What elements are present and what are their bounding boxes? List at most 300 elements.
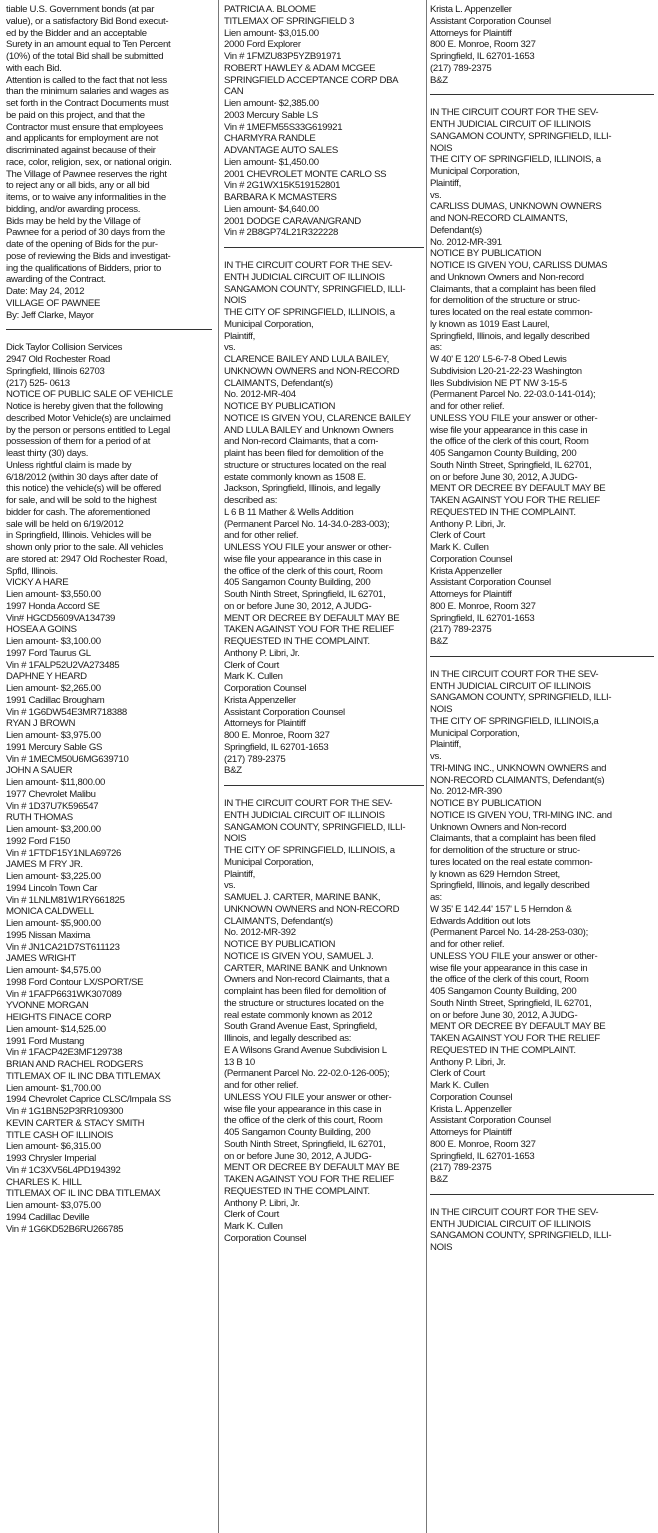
notice-line: 1995 Nissan Maxima: [6, 929, 91, 941]
notice-line: NOIS: [224, 295, 247, 307]
notice-line: Plaintiff,: [224, 868, 255, 880]
notice-line: Edwards Addition out lots: [430, 915, 531, 927]
notice-line: tiable U.S. Government bonds (at par: [6, 4, 155, 15]
notice-line: 1993 Chrysler Imperial: [6, 1153, 96, 1164]
notice-line: TITLE CASH OF ILLINOIS: [6, 1129, 113, 1141]
notice-line: CLARENCE BAILEY AND LULA BAILEY,: [224, 354, 389, 365]
notice-line: B&Z: [430, 1174, 448, 1185]
notice-line: Lien amount- $1,450.00: [224, 156, 319, 168]
notice-line: NON-RECORD CLAIMANTS, Defendant(s): [430, 774, 605, 786]
notice-line: NOTICE BY PUBLICATION: [430, 798, 542, 809]
notice-line: W 40' E 120' L5-6-7-8 Obed Lewis: [430, 354, 567, 365]
notice-separator: [430, 656, 654, 657]
notice-line: JAMES M FRY JR.: [6, 859, 83, 871]
notice-line: 2003 Mercury Sable LS: [224, 109, 318, 121]
notice-line: on or before June 30, 2012, A JUDG-: [430, 471, 578, 483]
notice-line: Assistant Corporation Counsel: [430, 1115, 551, 1127]
notice-line: 800 E. Monroe, Room 327: [430, 600, 536, 612]
notice-line: Iles Subdivision NE PT NW 3-15-5: [430, 377, 567, 389]
notice-line: Claimants, that a complaint has been filed: [430, 833, 596, 845]
notice-line: Vin # 1LNLM81W1RY661825: [6, 894, 125, 906]
notice-line: Vin # 1G6DW54E3MR718388: [6, 706, 127, 718]
notice-line: UNLESS YOU FILE your answer or other-: [430, 412, 598, 424]
notice-line: Mark K. Cullen: [224, 1221, 283, 1232]
notice-line: CAN: [224, 86, 244, 98]
notice-line: Springfield, Illinois, and legally described: [430, 880, 590, 892]
notice-line: 405 Sangamon County Building, 200: [224, 577, 371, 589]
notice-line: SPRINGFIELD ACCEPTANCE CORP DBA: [224, 74, 399, 86]
notice-line: Jackson, Springfield, Illinois, and legally: [224, 483, 381, 495]
notice-line: NOTICE BY PUBLICATION: [224, 939, 336, 950]
notice-line: Attorneys for Plaintiff: [224, 718, 306, 730]
notice-line: (217) 789-2375: [430, 62, 492, 74]
notice-line: as:: [430, 892, 442, 903]
notice-line: Municipal Corporation,: [430, 166, 520, 177]
notice-line: the office of the clerk of this court, Room: [224, 1115, 383, 1127]
notice-line: shown only prior to the sale. All vehicles: [6, 542, 163, 553]
notice-line: THE CITY OF SPRINGFIELD, ILLINOIS, a: [224, 845, 395, 856]
notice-line: TAKEN AGAINST YOU FOR THE RELIEF: [430, 1033, 600, 1044]
notice-line: Vin # 2B8GP74L21R322228: [224, 227, 339, 239]
notice-line: 13 B 10: [224, 1056, 255, 1068]
notice-line: to reject any or all bids, any or all bid: [6, 180, 150, 192]
notice-line: South Grand Avenue East, Springfield,: [224, 1021, 377, 1033]
notice-line: bidding, and/or awarding process.: [6, 203, 141, 215]
notice-line: Assistant Corporation Counsel: [430, 15, 551, 27]
notice-line: NOIS: [224, 833, 247, 845]
notice-line: (Permanent Parcel No. 22-02.0-126-005);: [224, 1068, 390, 1080]
notice-line: SANGAMON COUNTY, SPRINGFIELD, ILLI-: [224, 821, 406, 833]
notice-line: described Motor Vehicle(s) are unclaimed: [6, 412, 171, 424]
notice-line: 1997 Ford Taurus GL: [6, 647, 91, 659]
notice-line: L 6 B 11 Mather & Wells Addition: [224, 506, 354, 518]
notice-line: RUTH THOMAS: [6, 812, 73, 824]
notice-line: plaint has been filed for demolition of the: [224, 448, 384, 459]
notice-line: NOIS: [430, 704, 453, 715]
notice-line: Lien amount- $4,575.00: [6, 965, 101, 976]
notice-line: NOTICE IS GIVEN YOU, CARLISS DUMAS: [430, 260, 608, 271]
notice-line: REQUESTED IN THE COMPLAINT.: [430, 1044, 576, 1056]
column-3: [430, 4, 654, 1254]
notice-line: for demolition of the structure or struc-: [430, 845, 580, 856]
notice-line: E A Wilsons Grand Avenue Subdivision L: [224, 1044, 387, 1056]
notice-line: Krista Appenzeller: [430, 565, 502, 577]
notice-line: Vin # JN1CA21D7ST611123: [6, 941, 120, 953]
notice-line: Vin # 1MEFM55S33G619921: [224, 121, 343, 133]
notice-line: South Ninth Street, Springfield, IL 62701,: [430, 997, 592, 1009]
notice-line: 1994 Cadillac Deville: [6, 1211, 90, 1223]
notice-line: pose of reviewing the Bids and investigat-: [6, 250, 171, 262]
notice-line: DAPHNE Y HEARD: [6, 671, 87, 683]
notice-line: ENTH JUDICIAL CIRCUIT OF ILLINOIS: [430, 119, 591, 130]
notice-line: Springfield, IL 62701-1653: [430, 1150, 535, 1162]
notice-line: Attention is called to the fact that not less: [6, 74, 167, 86]
notice-line: (217) 525- 0613: [6, 377, 70, 389]
notice-line: for sale, and will be sold to the highest: [6, 495, 157, 506]
notice-line: ENTH JUDICIAL CIRCUIT OF ILLINOIS: [224, 809, 385, 821]
notice-line: Lien amount- $3,100.00: [6, 636, 101, 647]
notice-line: IN THE CIRCUIT COURT FOR THE SEV-: [430, 107, 599, 119]
notice-line: Clerk of Court: [224, 659, 279, 671]
notice-line: Subdivision L20-21-22-23 Washington: [430, 365, 582, 377]
notice-line: Vin# HGCD5609VA134739: [6, 612, 116, 624]
notice-line: on or before June 30, 2012, A JUDG-: [430, 1009, 578, 1021]
notice-line: Attorneys for Plaintiff: [430, 27, 512, 39]
notice-line: Lien amount- $2,385.00: [224, 98, 319, 109]
notice-line: Clerk of Court: [430, 1068, 485, 1080]
notice-line: on or before June 30, 2012, A JUDG-: [224, 1150, 372, 1162]
notice-line: REQUESTED IN THE COMPLAINT.: [430, 506, 576, 518]
notice-line: SAMUEL J. CARTER, MARINE BANK,: [224, 892, 381, 903]
notice-line: be paid on this project, and that the: [6, 109, 145, 121]
notice-line: Corporation Counsel: [430, 1091, 513, 1103]
legal-notice: [6, 342, 212, 1235]
notice-line: CARLISS DUMAS, UNKNOWN OWNERS: [430, 201, 602, 213]
notice-line: 405 Sangamon County Building, 200: [430, 986, 577, 997]
notice-line: Clerk of Court: [430, 530, 485, 542]
notice-line: Springfield, IL 62701-1653: [224, 741, 329, 753]
notice-line: and Unknown Owners and Non-record: [430, 271, 584, 283]
notice-line: sale will be held on 6/19/2012: [6, 518, 124, 530]
notice-line: UNLESS YOU FILE your answer or other-: [224, 1091, 392, 1103]
notice-line: The Village of Pawnee reserves the right: [6, 168, 167, 180]
notice-line: are stored at: 2947 Old Rochester Road,: [6, 553, 168, 565]
notice-line: and for other relief.: [224, 530, 299, 542]
notice-line: Lien amount- $3,075.00: [6, 1200, 101, 1211]
notice-line: Anthony P. Libri, Jr.: [430, 518, 506, 530]
notice-line: Notice is hereby given that the following: [6, 401, 163, 412]
notice-line: Corporation Counsel: [224, 1232, 307, 1244]
notice-line: No. 2012-MR-391: [430, 236, 502, 248]
notice-line: ADVANTAGE AUTO SALES: [224, 145, 338, 156]
notice-line: by the person or persons entitled to Legal: [6, 424, 170, 436]
notice-line: 800 E. Monroe, Room 327: [430, 1138, 536, 1150]
notice-separator: [430, 94, 654, 95]
notice-line: THE CITY OF SPRINGFIELD, ILLINOIS, a: [224, 307, 395, 318]
notice-line: TITLEMAX OF IL INC DBA TITLEMAX: [6, 1070, 161, 1082]
notice-line: possession of them for a period of at: [6, 436, 151, 448]
notice-line: ENTH JUDICIAL CIRCUIT OF ILLINOIS: [430, 680, 591, 692]
notice-line: CARTER, MARINE BANK and Unknown: [224, 962, 387, 974]
notice-line: AND LULA BAILEY and Unknown Owners: [224, 424, 394, 436]
notice-line: estate commonly known as 1508 E.: [224, 471, 366, 483]
notice-line: the structure or structures located on the: [224, 997, 384, 1009]
notice-line: SANGAMON COUNTY, SPRINGFIELD, ILLI-: [430, 692, 612, 704]
notice-line: Vin # 2G1WX15K519152801: [224, 180, 341, 192]
notice-line: real estate commonly known as 2012: [224, 1009, 373, 1021]
notice-line: Contractor must ensure that employees: [6, 121, 163, 133]
notice-line: Corporation Counsel: [430, 553, 513, 565]
column-divider: [426, 0, 427, 1533]
notice-line: (217) 789-2375: [430, 1162, 492, 1174]
notice-line: Springfield, IL 62701-1653: [430, 51, 535, 62]
notice-line: Vin # 1FAFP6631WK307089: [6, 988, 122, 1000]
notice-line: and for other relief.: [224, 1080, 299, 1091]
notice-separator: [224, 247, 424, 248]
legal-notice: [430, 669, 654, 1186]
notice-line: described as:: [224, 495, 278, 506]
notice-line: TAKEN AGAINST YOU FOR THE RELIEF: [224, 1174, 394, 1185]
notice-line: wise file your appearance in this case in: [430, 424, 588, 436]
notice-line: tures located on the real estate common-: [430, 307, 593, 318]
notice-line: PATRICIA A. BLOOME: [224, 4, 316, 15]
notice-line: ENTH JUDICIAL CIRCUIT OF ILLINOIS: [224, 271, 385, 283]
notice-line: Lien amount- $3,225.00: [6, 871, 101, 882]
notice-line: Bids may be held by the Village of: [6, 215, 141, 227]
notice-line: 2001 CHEVROLET MONTE CARLO SS: [224, 168, 387, 180]
notice-line: NOIS: [430, 1242, 453, 1253]
notice-line: 2001 DODGE CARAVAN/GRAND: [224, 215, 361, 227]
legal-notice: [430, 4, 654, 86]
notice-line: BARBARA K MCMASTERS: [224, 192, 337, 203]
notice-line: ENTH JUDICIAL CIRCUIT OF ILLINOIS: [430, 1218, 591, 1230]
notice-line: Springfield, Illinois 62703: [6, 365, 105, 377]
notice-line: than the minimum salaries and wages as: [6, 86, 169, 98]
notice-line: vs.: [430, 189, 442, 201]
notice-line: Springfield, Illinois, and legally described: [430, 330, 590, 342]
notice-line: NOIS: [430, 142, 453, 154]
notice-line: 1992 Ford F150: [6, 835, 71, 847]
notice-line: Lien amount- $3,200.00: [6, 824, 101, 835]
notice-line: IN THE CIRCUIT COURT FOR THE SEV-: [224, 260, 393, 271]
notice-line: Attorneys for Plaintiff: [430, 589, 512, 600]
notice-line: No. 2012-MR-392: [224, 927, 296, 939]
notice-line: No. 2012-MR-390: [430, 786, 502, 798]
notice-line: Municipal Corporation,: [224, 318, 314, 330]
notice-line: TITLEMAX OF IL INC DBA TITLEMAX: [6, 1188, 161, 1200]
notice-line: B&Z: [430, 74, 448, 86]
notice-line: (217) 789-2375: [430, 624, 492, 636]
notice-line: Vin # 1C3XV56L4PD194392: [6, 1164, 121, 1176]
notice-line: ROBERT HAWLEY & ADAM MCGEE: [224, 62, 376, 74]
notice-separator: [6, 329, 212, 330]
notice-line: TITLEMAX OF SPRINGFIELD 3: [224, 15, 355, 27]
column-1: [6, 4, 212, 1235]
notice-line: this notice) the vehicle(s) will be offered: [6, 483, 161, 495]
notice-line: No. 2012-MR-404: [224, 389, 296, 401]
notice-line: YVONNE MORGAN: [6, 1000, 89, 1012]
notice-line: Lien amount- $14,525.00: [6, 1023, 106, 1035]
notice-line: Lien amount- $6,315.00: [6, 1141, 101, 1153]
notice-line: South Ninth Street, Springfield, IL 62701,: [430, 459, 592, 471]
notice-line: and for other relief.: [430, 939, 505, 950]
notice-line: UNKNOWN OWNERS and NON-RECORD: [224, 903, 400, 915]
legal-notice: [6, 4, 212, 321]
notice-line: Lien amount- $1,700.00: [6, 1082, 101, 1094]
notice-line: MONICA CALDWELL: [6, 906, 94, 918]
notice-line: CHARLES K. HILL: [6, 1176, 82, 1188]
notice-line: IN THE CIRCUIT COURT FOR THE SEV-: [430, 1206, 599, 1218]
notice-line: Lien amount- $3,015.00: [224, 27, 319, 39]
legal-notice: [430, 1207, 654, 1254]
notice-line: RYAN J BROWN: [6, 718, 76, 730]
notice-line: 1991 Cadillac Brougham: [6, 694, 105, 706]
notice-line: Mark K. Cullen: [224, 671, 283, 683]
notice-line: as:: [430, 342, 442, 354]
notice-line: Defendant(s): [430, 224, 482, 236]
legal-notice: [224, 4, 424, 239]
notice-line: Springfield, IL 62701-1653: [430, 612, 535, 624]
notice-line: 1997 Honda Accord SE: [6, 600, 100, 612]
notice-line: NOTICE BY PUBLICATION: [224, 401, 336, 412]
notice-line: Illinois, and legally described as:: [224, 1033, 352, 1044]
notice-line: South Ninth Street, Springfield, IL 62701,: [224, 1138, 386, 1150]
notice-line: Lien amount- $3,975.00: [6, 730, 101, 741]
notice-line: NOTICE OF PUBLIC SALE OF VEHICLE: [6, 389, 173, 401]
notice-line: VICKY A HARE: [6, 577, 69, 589]
notice-line: 1977 Chevrolet Malibu: [6, 788, 96, 800]
notice-line: CLAIMANTS, Defendant(s): [224, 915, 333, 927]
notice-line: 1994 Chevrolet Caprice CLSC/Impala SS: [6, 1094, 171, 1106]
notice-line: NOTICE IS GIVEN YOU, SAMUEL J.: [224, 950, 374, 962]
notice-line: Lien amount- $3,550.00: [6, 589, 101, 600]
notice-line: CLAIMANTS, Defendant(s): [224, 377, 333, 389]
notice-line: ly known as 629 Herndon Street,: [430, 868, 560, 880]
notice-line: the office of the clerk of this court, Room: [430, 974, 589, 986]
notice-line: and NON-RECORD CLAIMANTS,: [430, 213, 568, 224]
notice-line: 405 Sangamon County Building, 200: [224, 1127, 371, 1138]
notice-line: Vin # 1FALP52U2VA273485: [6, 659, 120, 671]
notice-line: Assistant Corporation Counsel: [224, 706, 345, 718]
notice-line: vs.: [224, 880, 236, 892]
notice-line: BRIAN AND RACHEL RODGERS: [6, 1059, 143, 1070]
notice-line: REQUESTED IN THE COMPLAINT.: [224, 1185, 370, 1197]
notice-line: REQUESTED IN THE COMPLAINT.: [224, 636, 370, 647]
notice-line: Vin # 1G6KD52B6RU266785: [6, 1223, 124, 1235]
column-divider: [218, 0, 219, 1533]
notice-line: vs.: [430, 751, 442, 762]
notice-line: 800 E. Monroe, Room 327: [430, 39, 536, 51]
notice-line: Lien amount- $4,640.00: [224, 203, 319, 215]
notice-line: 800 E. Monroe, Room 327: [224, 730, 330, 741]
notice-line: in Springfield, Illinois. Vehicles will be: [6, 530, 152, 542]
notice-line: the office of the clerk of this court, Room: [430, 436, 589, 448]
notice-line: Assistant Corporation Counsel: [430, 577, 551, 589]
notice-line: (Permanent Parcel No. 14-28-253-030);: [430, 927, 588, 939]
notice-line: 1991 Ford Mustang: [6, 1035, 85, 1047]
notice-line: least thirty (30) days.: [6, 448, 89, 459]
notice-line: MENT OR DECREE BY DEFAULT MAY BE: [224, 1162, 400, 1174]
notice-line: (217) 789-2375: [224, 753, 286, 765]
notice-line: Municipal Corporation,: [430, 727, 520, 739]
notice-line: wise file your appearance in this case in: [430, 962, 588, 974]
notice-line: Unless rightful claim is made by: [6, 459, 132, 471]
notice-line: Date: May 24, 2012: [6, 286, 85, 297]
notice-line: KEVIN CARTER & STACY SMITH: [6, 1117, 145, 1129]
notice-line: 1994 Lincoln Town Car: [6, 882, 98, 894]
notice-line: IN THE CIRCUIT COURT FOR THE SEV-: [224, 798, 393, 809]
notice-line: Unknown Owners and Non-record: [430, 821, 567, 833]
notice-line: Vin # 1G1BN52P3RR109300: [6, 1106, 124, 1117]
notice-line: Lien amount- $5,900.00: [6, 918, 101, 929]
notice-line: THE CITY OF SPRINGFIELD, ILLINOIS, a: [430, 154, 601, 166]
notice-line: UNKNOWN OWNERS and NON-RECORD: [224, 365, 400, 377]
legal-notice: [430, 107, 654, 648]
notice-line: Anthony P. Libri, Jr.: [224, 647, 300, 659]
notice-line: items, or to waive any informalities in the: [6, 192, 166, 203]
notice-line: Attorneys for Plaintiff: [430, 1127, 512, 1138]
notice-line: Vin # 1MECM50U6MG639710: [6, 753, 129, 765]
notice-line: Anthony P. Libri, Jr.: [224, 1197, 300, 1209]
notice-line: HOSEA A GOINS: [6, 624, 77, 636]
notice-line: set forth in the Contract Documents must: [6, 98, 169, 109]
notice-line: ly known as 1019 East Laurel,: [430, 318, 550, 330]
notice-line: Krista L. Appenzeller: [430, 1103, 512, 1115]
notice-line: HEIGHTS FINACE CORP: [6, 1012, 112, 1023]
notice-line: date of the opening of Bids for the pur-: [6, 239, 158, 250]
notice-line: wise file your appearance in this case in: [224, 553, 382, 565]
notice-line: and Non-record Claimants, that a com-: [224, 436, 379, 448]
notice-line: Plaintiff,: [224, 330, 255, 342]
notice-line: Krista L. Appenzeller: [430, 4, 512, 15]
notice-line: 405 Sangamon County Building, 200: [430, 448, 577, 459]
notice-line: ing the qualifications of Bidders, prior to: [6, 262, 162, 274]
notice-separator: [430, 1194, 654, 1195]
notice-line: (10%) of the total Bid shall be submitted: [6, 51, 164, 62]
notice-line: (Permanent Parcel No. 22-03.0-141-014);: [430, 389, 596, 401]
notice-line: Owners and Non-record Claimants, that a: [224, 974, 390, 986]
notice-line: 6/18/2012 (within 30 days after date of: [6, 471, 158, 483]
notice-line: 2947 Old Rochester Road: [6, 354, 111, 365]
notice-line: THE CITY OF SPRINGFIELD, ILLINOIS,a: [430, 715, 599, 727]
notice-line: 1998 Ford Contour LX/SPORT/SE: [6, 976, 144, 988]
notice-line: JAMES WRIGHT: [6, 953, 76, 965]
notice-line: bidder for cash. The aforementioned: [6, 506, 150, 518]
notice-line: W 35' E 142.44' 157' L 5 Herndon &: [430, 903, 572, 915]
notice-line: Corporation Counsel: [224, 683, 307, 694]
notice-line: Clerk of Court: [224, 1209, 279, 1221]
notice-line: MENT OR DECREE BY DEFAULT MAY BE: [430, 1021, 606, 1033]
notice-line: B&Z: [430, 636, 448, 647]
notice-line: Krista Appenzeller: [224, 694, 296, 706]
notice-separator: [224, 785, 424, 786]
notice-line: (Permanent Parcel No. 14-34.0-283-003);: [224, 518, 390, 530]
notice-line: Mark K. Cullen: [430, 542, 489, 553]
column-2: [224, 4, 424, 1245]
notice-line: NOTICE IS GIVEN YOU, TRI-MING INC. and: [430, 809, 612, 821]
notice-line: MENT OR DECREE BY DEFAULT MAY BE: [430, 483, 606, 495]
notice-line: B&Z: [224, 765, 242, 777]
notice-line: VILLAGE OF PAWNEE: [6, 297, 101, 309]
notice-line: and for other relief.: [430, 401, 505, 412]
notice-line: 1991 Mercury Sable GS: [6, 741, 103, 753]
notice-line: Anthony P. Libri, Jr.: [430, 1056, 506, 1068]
notice-line: UNLESS YOU FILE your answer or other-: [224, 542, 392, 553]
notice-line: Vin # 1FTDF15Y1NLA69726: [6, 847, 122, 859]
notice-line: TAKEN AGAINST YOU FOR THE RELIEF: [430, 495, 600, 506]
notice-line: with each Bid.: [6, 62, 62, 74]
notice-line: By: Jeff Clarke, Mayor: [6, 309, 94, 321]
notice-line: TAKEN AGAINST YOU FOR THE RELIEF: [224, 624, 394, 636]
notice-line: UNLESS YOU FILE your answer or other-: [430, 950, 598, 962]
notice-line: structure or structures located on the real: [224, 459, 387, 471]
notice-line: Surety in an amount equal to Ten Percent: [6, 39, 171, 51]
notice-line: NOTICE BY PUBLICATION: [430, 248, 542, 260]
notice-line: race, color, religion, sex, or national origin.: [6, 156, 172, 168]
notice-line: Plaintiff,: [430, 177, 461, 189]
notice-line: tures located on the real estate common-: [430, 856, 593, 868]
notice-line: vs.: [224, 342, 236, 354]
notice-line: NOTICE IS GIVEN YOU, CLARENCE BAILEY: [224, 412, 411, 424]
notice-line: awarding of the Contract.: [6, 274, 106, 286]
notice-line: Pawnee for a period of 30 days from the: [6, 227, 165, 239]
notice-line: Vin # 1D37U7K596547: [6, 800, 99, 812]
notice-line: Lien amount- $11,800.00: [6, 777, 106, 788]
notice-line: TRI-MING INC., UNKNOWN OWNERS and: [430, 762, 607, 774]
notice-line: South Ninth Street, Springfield, IL 62701,: [224, 589, 386, 600]
notice-line: Spfld, Illinois.: [6, 565, 58, 577]
legal-notice: [224, 260, 424, 777]
